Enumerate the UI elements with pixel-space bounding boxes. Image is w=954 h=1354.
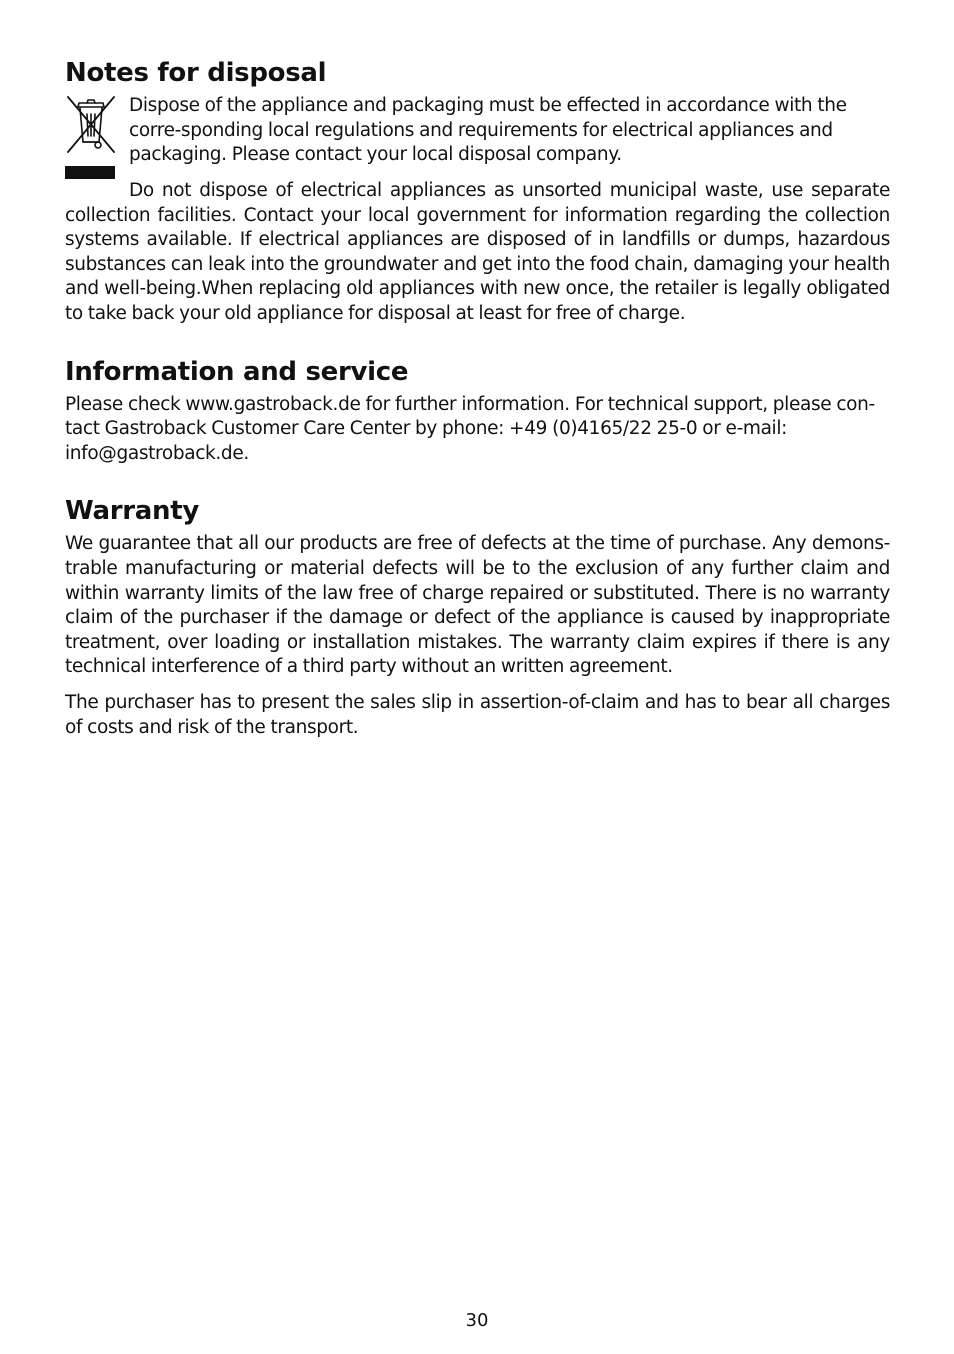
disposal-heading: Notes for disposal (65, 58, 327, 88)
warranty-heading: Warranty (65, 496, 199, 527)
disposal-section (65, 56, 890, 327)
crossed-out-wheelie-bin-icon (65, 94, 117, 179)
info-section (65, 355, 890, 467)
page-number: 30 (465, 1310, 489, 1331)
warranty-paragraph-2: The purchaser has to present the sales slip in assertion-of-claim and has to bear all charges of costs and risk of the transport. (65, 691, 890, 738)
info-paragraph: Please check www.gastroback.de for further information. For technical support, please con-tact Gastroback Customer Care Center by phone: +49 (0)4165/22 25-0 or e-mail: info@gastroback.de. (65, 393, 875, 464)
info-heading: Information and service (65, 356, 409, 387)
disposal-paragraph-2: Do not dispose of electrical appliances as unsorted municipal waste, use separate collection facilities. Contact your local government for information regarding the collection systems available. If electrical appliances are disposed of in landfills or dumps, hazardous substances can leak into the groundwater and get into the food chain, damaging your health and well-being.When replacing old appliances with new once, the retailer is legally obligated to take back your old appliance for disposal at least for free of charge. (65, 180, 890, 324)
warranty-section (65, 494, 890, 740)
warranty-paragraph-1: We guarantee that all our products are free of defects at the time of purchase. Any demons-trable manufacturing or material defects will be to the exclusion of any further claim and within warranty limits of the law free of charge repaired or substituted. There is no warranty claim of the purchaser if the damage or defect of the appliance is caused by inappropriate treatment, over loading or installation mistakes. The warranty claim expires if there is any technical interference of a third party without an written agreement. (65, 533, 890, 678)
document-page (65, 56, 890, 768)
disposal-intro (65, 94, 890, 179)
disposal-paragraph-1: Dispose of the appliance and packaging must be effected in accordance with the corre-sponding local regulations and requirements for electrical appliances and packaging. Please contact your local disposal company. (129, 95, 847, 166)
bin-underline-bar (65, 166, 115, 179)
